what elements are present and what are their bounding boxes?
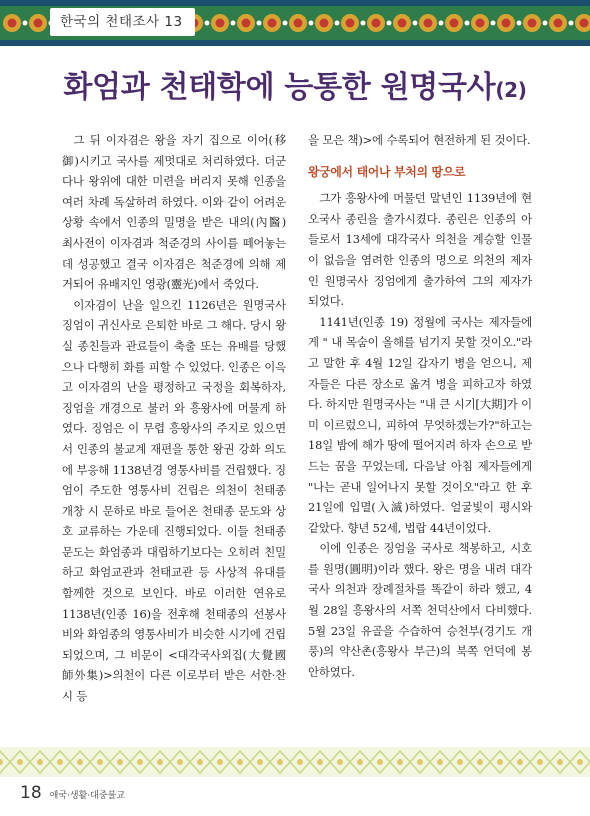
top-decorative-band: [0, 0, 590, 46]
page-footer: [20, 783, 125, 807]
series-label: 한국의 천태조사 13: [50, 8, 195, 36]
body-paragraph: 1141년(인종 19) 정월에 국사는 제자들에게 " 내 목숨이 올해를 넘기지 못할 것이오."라고 말한 후 4월 12일 갑자기 병을 얻으니, 제자들은 다른 장소로 옮겨 병을 피하고자 하였다. 하지만 원명국사는 "내 큰 시기[大期]가 이미 이르렀으니, 피하여 무엇하겠는가?"하고는 18일 밤에 해가 땅에 떨어지려 하자 손으로 받드는 꿈을 꾸었는데, 다음날 아침 제자들에게 "나는 곧내 일어나지 못할 것이오"라고 한 후 21일에 입멸(入滅)하였다. 얼굴빛이 평시와 같았다. 향년 52세, 법랍 44년이었다.: [308, 314, 532, 535]
body-paragraph-continuation: 을 모은 책)>에 수록되어 현전하게 된 것이다.: [308, 133, 531, 147]
body-paragraph: 그 뒤 이자겸은 왕을 자기 집으로 이어(移御)시키고 국사를 제멋대로 처리하였다. 더군다나 왕위에 대한 미련을 버리지 못해 인종을 여러 차례 독살하려 하였다. 이와 같이 어려운 상황 속에서 인종의 밀명을 받은 내의(內醫) 최사전이 이자겸과 척준경의 사이를 떼어놓는 데 성공했고 결국 이자겸은 척준경에 의해 제거되어 유배지인 영광(靈光)에서 죽었다.: [62, 133, 286, 292]
section-subheading: 왕궁에서 태어나 부처의 땅으로: [308, 164, 466, 179]
body-paragraph: 그가 흥왕사에 머물던 말년인 1139년에 현오국사 종린을 출가시켰다. 종린은 인종의 아들로서 13세에 대각국사 의천을 계승할 인물이 없음을 염려한 인종의 명으로 의천의 제자인 원명국사 징엄에게 출가하여 그의 제자가 되었다.: [308, 191, 532, 309]
body-paragraph: 이자겸이 난을 일으킨 1126년은 원명국사 징엄이 귀신사로 은퇴한 바로 그 해다. 당시 왕실 종친들과 관료들이 축출 또는 유배를 당했으나 다행히 화를 피할 수 있었다. 인종은 이윽고 이자겸의 난을 평정하고 국정을 회복하자, 징엄을 개경으로 불러 와 흥왕사에 머물게 하였다. 징엄은 이 무렵 흥왕사의 주지로 있으면서 인종의 불교계 재편을 통한 왕권 강화 의도에 부응해 1138년경 영통사비를 건립했다. 징엄이 주도한 영통사비 건립은 의천이 천태종 개창 시 문하로 바로 들어온 천태종 문도와 상호 교류하는 가운데 진행되었다. 이들 천태종 문도는 화엄종과 대립하기보다는 오히려 친밀하고 화엄교관과 천태교관 등 사상적 유대를 함께한 것으로 보인다. 바로 이러한 연유로 1138년(인종 16)을 전후해 천태종의 선봉사비와 화엄종의 영통사비가 비슷한 시기에 건립되었으며, 그 비문이 <대각국사외집(大覺國師外集)>의천이 다른 이로부터 받은 서한·찬시 등: [62, 297, 286, 704]
bottom-decorative-band: [0, 747, 590, 777]
lattice-pattern: [0, 747, 590, 777]
body-paragraph: 이에 인종은 징엄을 국사로 책봉하고, 시호를 원명(圓明)이라 했다. 왕은 명을 내려 대각국사 의천과 장례절차를 똑같이 하라 했고, 4월 28일 흥왕사의 서쪽 천덕산에서 다비했다. 5월 23일 유골을 수습하여 승천부(경기도 개풍)의 약산촌(흥왕사 부근)의 북쪽 언덕에 봉안하였다.: [308, 541, 532, 679]
title-main: 화엄과 천태학에 능통한 원명국사: [63, 70, 496, 105]
left-column: [62, 130, 286, 707]
page-number: 18: [20, 783, 42, 803]
title-part: (2): [495, 78, 527, 102]
right-column: [308, 130, 532, 682]
magazine-name: 애국·생활·대중불교: [49, 791, 125, 801]
page-title: [0, 62, 590, 106]
